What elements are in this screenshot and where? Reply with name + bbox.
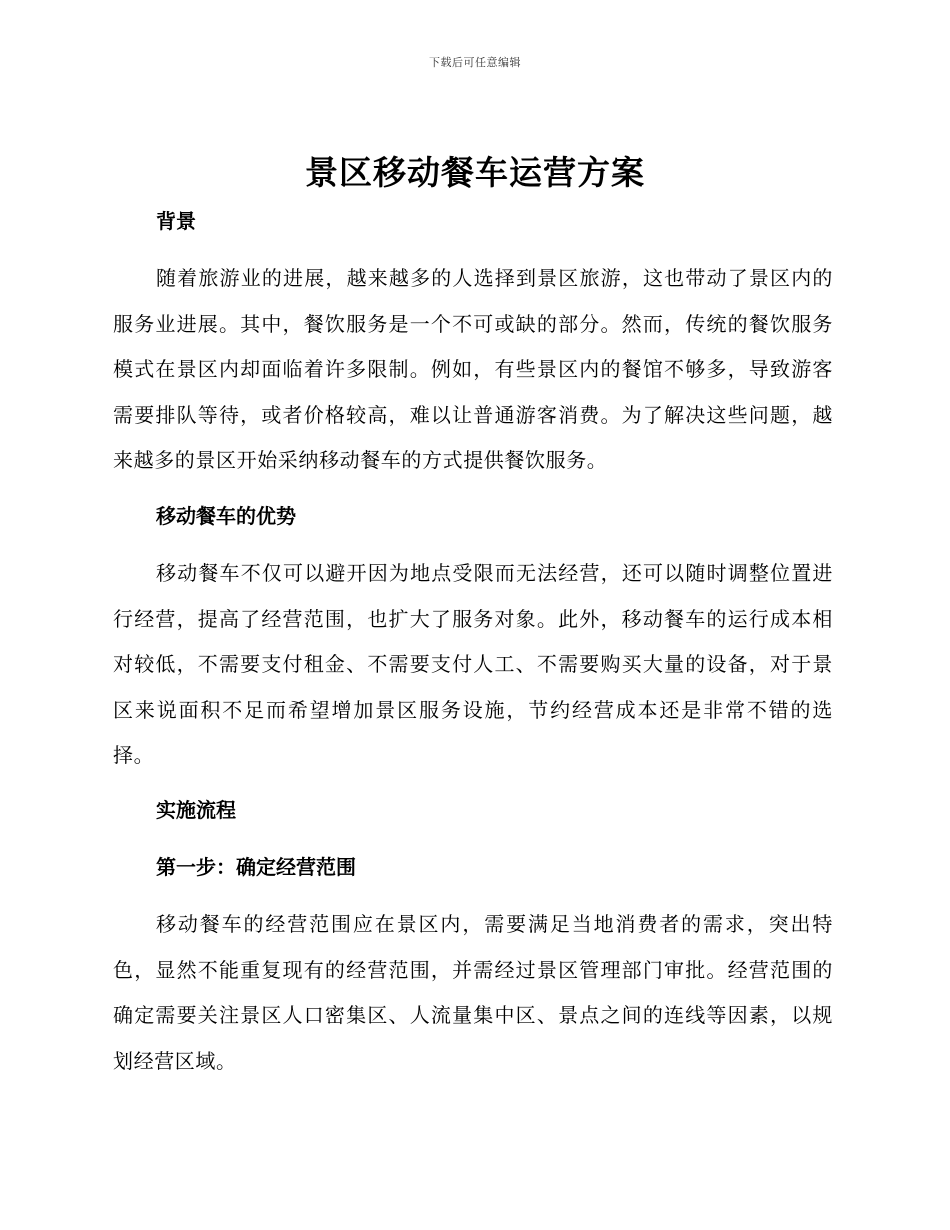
header-note: 下载后可任意编辑 bbox=[429, 56, 521, 69]
section-heading-process: 实施流程 bbox=[156, 798, 236, 822]
paragraph-step1: 移动餐车的经营范围应在景区内，需要满足当地消费者的需求，突出特色，显然不能重复现有的经营范围，并需经过景区管理部门审批。经营范围的确定需要关注景区人口密集区、人流量集中区、景点之间的连线等因素，以规划经营区域。 bbox=[113, 912, 833, 1073]
paragraph-background: 随着旅游业的进展，越来越多的人选择到景区旅游，这也带动了景区内的服务业进展。其中，餐饮服务是一个不可或缺的部分。然而，传统的餐饮服务模式在景区内却面临着许多限制。例如，有些景区内的餐馆不够多，导致游客需要排队等待，或者价格较高，难以让普通游客消费。为了解决这些问题，越来越多的景区开始采纳移动餐车的方式提供餐饮服务。 bbox=[113, 266, 833, 472]
subheading-step1: 第一步：确定经营范围 bbox=[156, 855, 356, 879]
section-heading-advantages: 移动餐车的优势 bbox=[156, 504, 296, 528]
document-title: 景区移动餐车运营方案 bbox=[305, 153, 645, 192]
section-heading-background: 背景 bbox=[156, 209, 196, 233]
paragraph-advantages: 移动餐车不仅可以避开因为地点受限而无法经营，还可以随时调整位置进行经营，提高了经营范围，也扩大了服务对象。此外，移动餐车的运行成本相对较低，不需要支付租金、不需要支付人工、不需要购买大量的设备，对于景区来说面积不足而希望增加景区服务设施，节约经营成本还是非常不错的选择。 bbox=[113, 561, 833, 767]
